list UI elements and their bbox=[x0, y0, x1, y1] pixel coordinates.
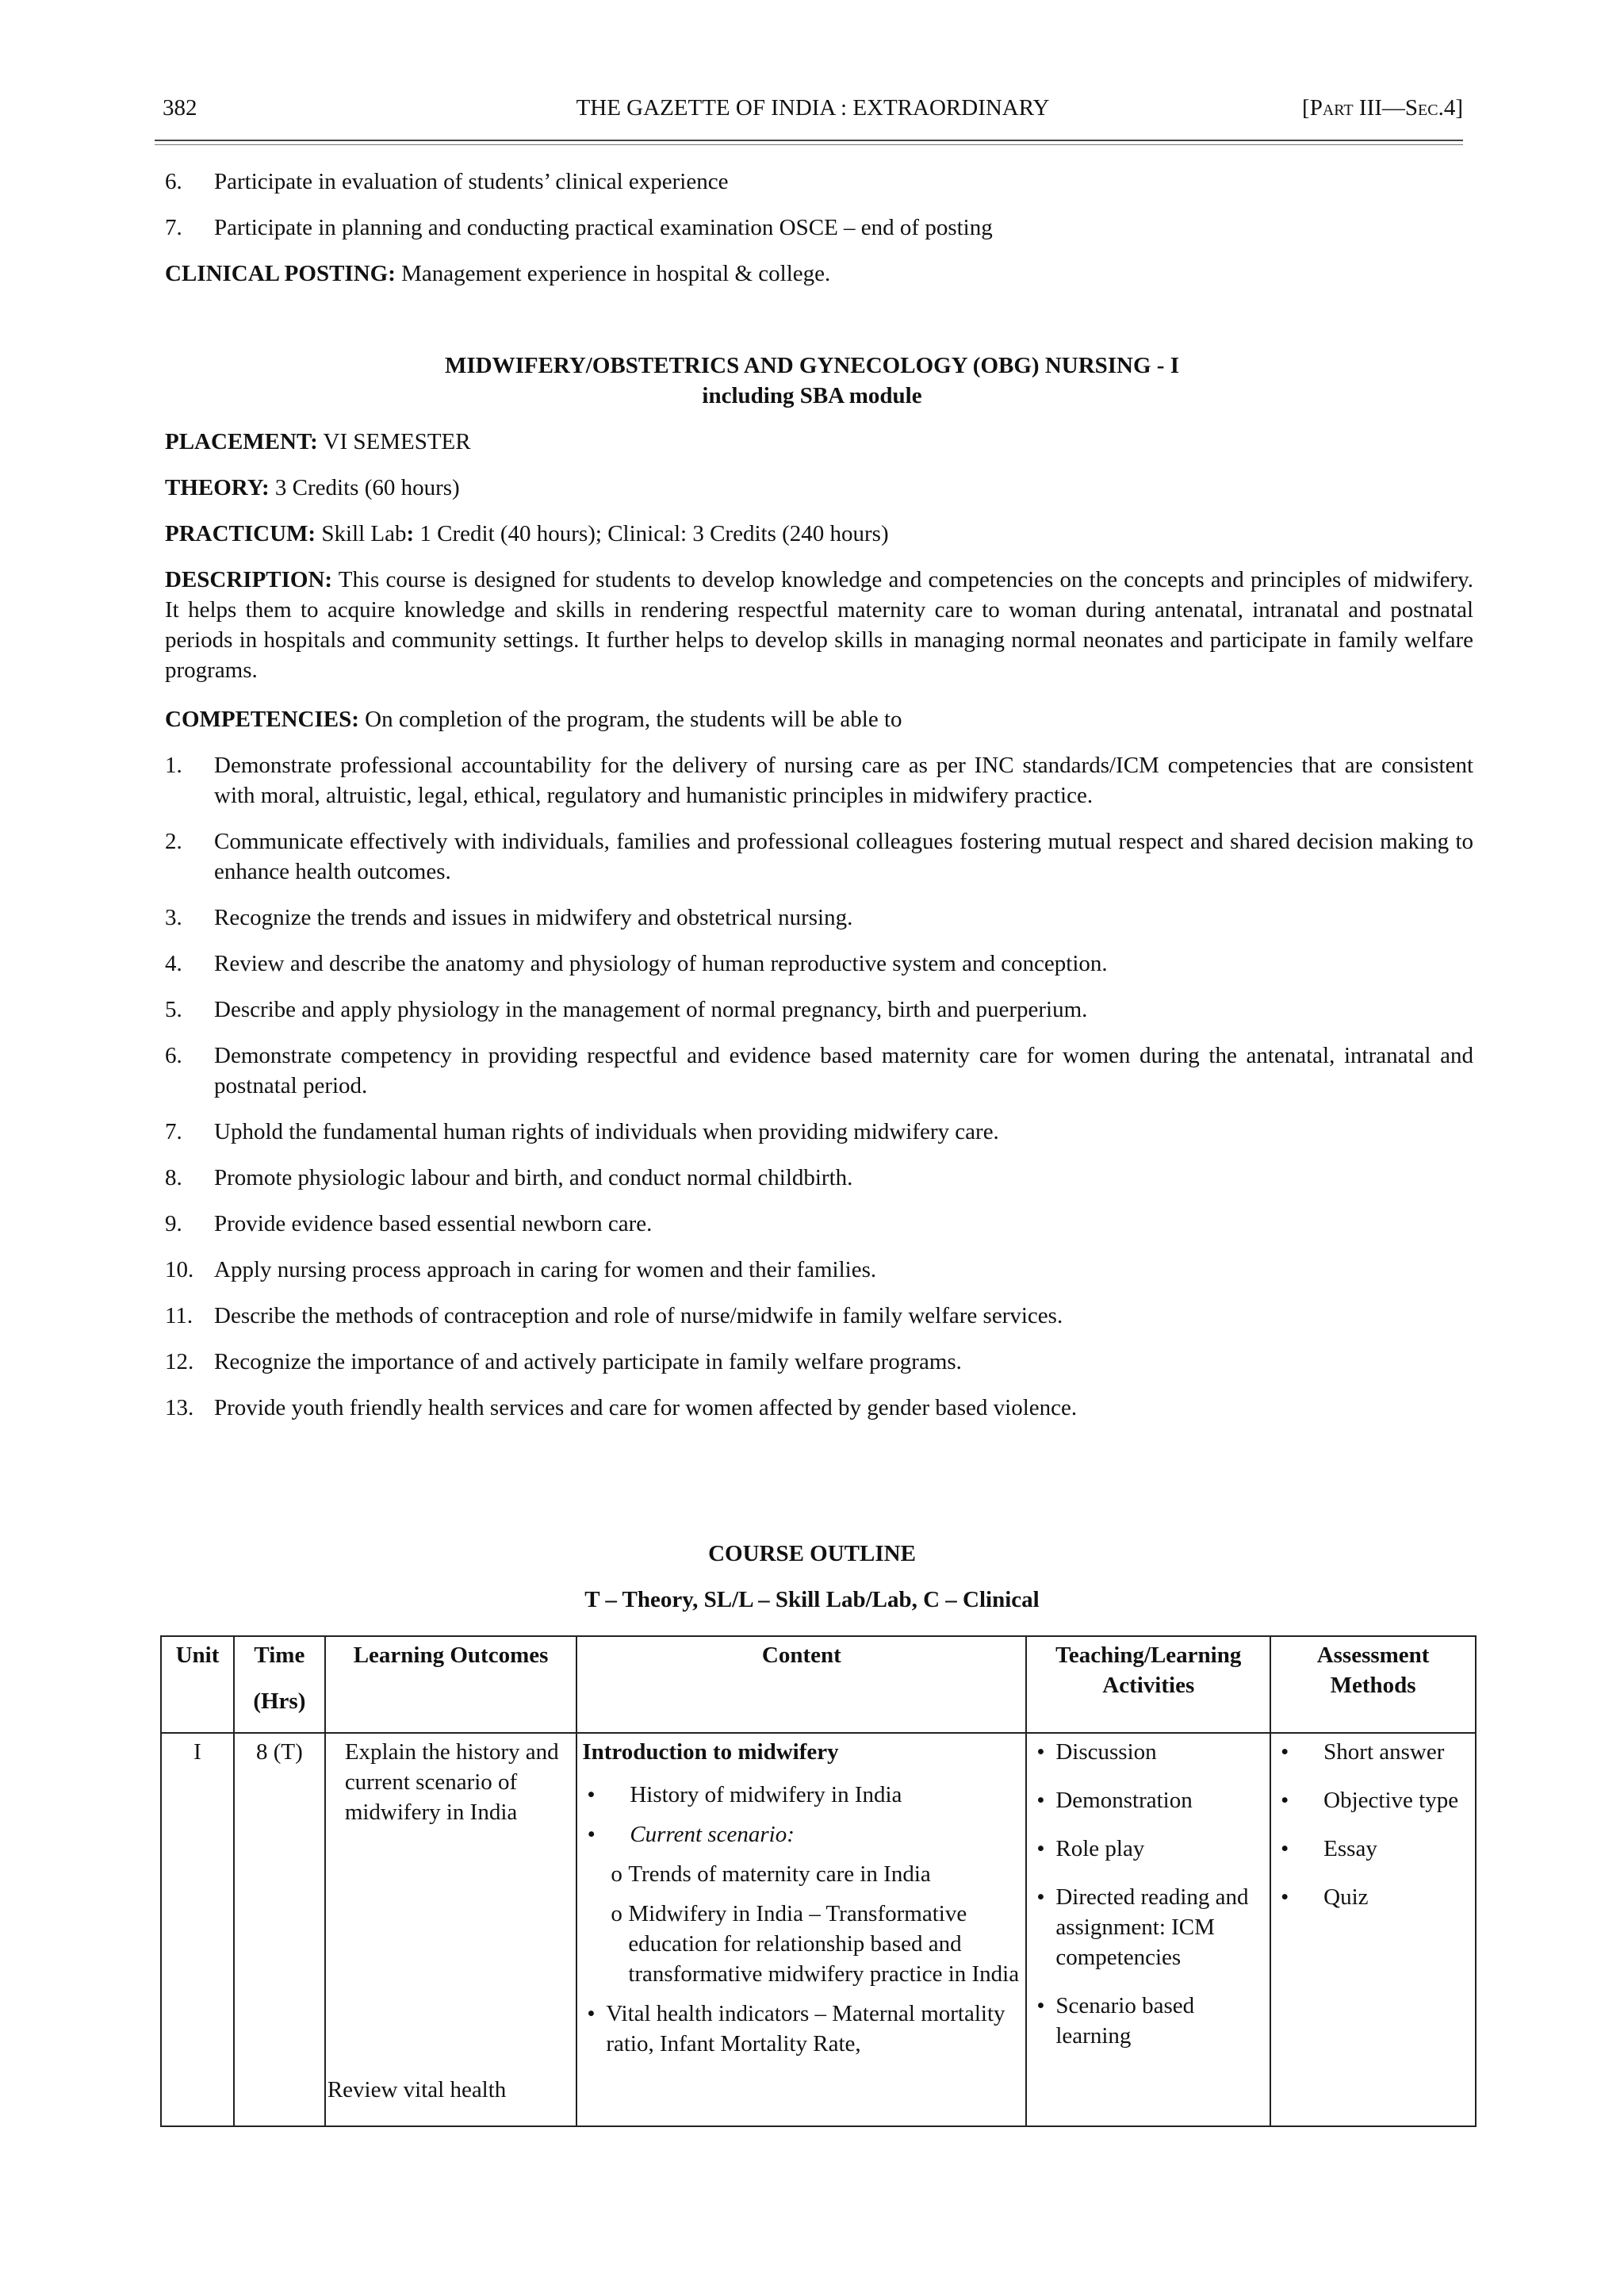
competency-text: Uphold the fundamental human rights of individuals when providing midwifery care. bbox=[214, 1119, 999, 1144]
page-header bbox=[163, 95, 1463, 136]
learning-outcome: Explain the history and current scenario of midwifery in India bbox=[344, 1739, 559, 1825]
competency-text: Describe the methods of contraception and role of nurse/midwife in family welfare services. bbox=[214, 1303, 1063, 1328]
placement: PLACEMENT: VI SEMESTER bbox=[165, 429, 471, 454]
competency-number: 5. bbox=[165, 997, 182, 1022]
header-content: Content bbox=[576, 1636, 1026, 1733]
header-teaching-activities: Teaching/Learning Activities bbox=[1026, 1636, 1270, 1733]
competencies-intro: COMPETENCIES: On completion of the program, the students will be able to bbox=[165, 707, 902, 732]
learning-outcome: Review vital health bbox=[327, 2077, 507, 2102]
item-text: Participate in planning and conducting practical examination OSCE – end of posting bbox=[214, 215, 993, 240]
competency-number: 11. bbox=[165, 1303, 193, 1328]
item-text: Participate in evaluation of students’ clinical experience bbox=[214, 169, 729, 194]
item-number: 6. bbox=[165, 169, 182, 194]
item-number: 7. bbox=[165, 215, 182, 240]
content-bullet: • Vital health indicators – Maternal mortality ratio, Infant Mortality Rate, bbox=[582, 1999, 1021, 2059]
teaching-activities-cell bbox=[1026, 1733, 1270, 2126]
assessment-item: • Objective type bbox=[1276, 1785, 1470, 1815]
content-bullet: • Current scenario: bbox=[582, 1819, 1021, 1849]
competency-number: 12. bbox=[165, 1349, 194, 1374]
learning-outcomes-cell bbox=[325, 1733, 577, 2126]
competency-text: Promote physiologic labour and birth, and conduct normal childbirth. bbox=[214, 1165, 853, 1190]
practicum: PRACTICUM: Skill Lab: 1 Credit (40 hours); Clinical: 3 Credits (240 hours) bbox=[165, 521, 889, 546]
description: DESCRIPTION: This course is designed for students to develop knowledge and competencies on the concepts and principles of midwifery. It helps them to acquire knowledge and skills in rendering respectful maternity care to woman during antenatal, intranatal and postnatal periods in hospitals and community settings. It further helps to develop skills in managing normal neonates and participate in family welfare programs. bbox=[165, 567, 1473, 683]
competency-number: 10. bbox=[165, 1257, 194, 1282]
competency-text: Demonstrate competency in providing respectful and evidence based maternity care for women during the antenatal, intranatal and postnatal period. bbox=[214, 1043, 1473, 1098]
gazette-title: THE GAZETTE OF INDIA : EXTRAORDINARY bbox=[576, 95, 1050, 121]
competency-number: 2. bbox=[165, 829, 182, 854]
activity-item: • Demonstration bbox=[1032, 1785, 1265, 1815]
competency-text: Review and describe the anatomy and physiology of human reproductive system and conception. bbox=[214, 951, 1108, 976]
competency-text: Communicate effectively with individuals, families and professional colleagues fostering mutual respect and shared decision making to enhance health outcomes. bbox=[214, 829, 1473, 884]
course-outline-table bbox=[160, 1635, 1477, 2127]
table-row bbox=[161, 1733, 1476, 2126]
part-section: [Part III—Sec.4] bbox=[1302, 95, 1463, 121]
assessment-item: • Quiz bbox=[1276, 1882, 1470, 1912]
competency-number: 13. bbox=[165, 1395, 194, 1420]
header-assessment-methods: Assessment Methods bbox=[1270, 1636, 1476, 1733]
competency-text: Provide youth friendly health services and care for women affected by gender based violence. bbox=[214, 1395, 1078, 1420]
table-header-row bbox=[161, 1636, 1476, 1733]
activity-item: • Scenario based learning bbox=[1032, 1991, 1265, 2051]
course-subtitle: including SBA module bbox=[702, 383, 922, 408]
competency-number: 6. bbox=[165, 1043, 182, 1068]
time-cell: 8 (T) bbox=[234, 1733, 325, 2126]
competency-text: Provide evidence based essential newborn care. bbox=[214, 1211, 653, 1236]
header-learning-outcomes: Learning Outcomes bbox=[325, 1636, 577, 1733]
content-sub-bullet: o Trends of maternity care in India bbox=[582, 1859, 1021, 1889]
competency-text: Demonstrate professional accountability for the delivery of nursing care as per INC standards/ICM competencies that are consistent with moral, altruistic, legal, ethical, regulatory and humanistic principles in midwifery practice. bbox=[214, 753, 1473, 808]
competency-number: 9. bbox=[165, 1211, 182, 1236]
competency-text: Describe and apply physiology in the management of normal pregnancy, birth and puerperium. bbox=[214, 997, 1088, 1022]
competency-text: Recognize the importance of and actively participate in family welfare programs. bbox=[214, 1349, 962, 1374]
competency-number: 3. bbox=[165, 905, 182, 930]
content-sub-bullet: o Midwifery in India – Transformative education for relationship based and transformative midwifery practice in India bbox=[582, 1899, 1021, 1989]
clinical-posting: CLINICAL POSTING: Management experience in hospital & college. bbox=[165, 261, 831, 286]
course-outline-legend: T – Theory, SL/L – Skill Lab/Lab, C – Clinical bbox=[584, 1587, 1040, 1612]
content-bullet: • History of midwifery in India bbox=[582, 1780, 1021, 1810]
header-rule-thin bbox=[155, 144, 1463, 145]
assessment-item: • Essay bbox=[1276, 1834, 1470, 1864]
theory: THEORY: 3 Credits (60 hours) bbox=[165, 475, 460, 500]
unit-cell: I bbox=[161, 1733, 234, 2126]
activity-item: • Directed reading and assignment: ICM competencies bbox=[1032, 1882, 1265, 1972]
activity-item: • Discussion bbox=[1032, 1737, 1265, 1767]
assessment-item: • Short answer bbox=[1276, 1737, 1470, 1767]
competency-number: 1. bbox=[165, 753, 182, 778]
competency-number: 4. bbox=[165, 951, 182, 976]
header-time: Time (Hrs) bbox=[234, 1636, 325, 1733]
header-unit: Unit bbox=[161, 1636, 234, 1733]
content-heading: Introduction to midwifery bbox=[582, 1739, 839, 1765]
course-outline-title: COURSE OUTLINE bbox=[708, 1541, 916, 1566]
competency-number: 8. bbox=[165, 1165, 182, 1190]
activity-item: • Role play bbox=[1032, 1834, 1265, 1864]
header-rule bbox=[155, 140, 1463, 141]
page-number: 382 bbox=[163, 95, 197, 121]
competency-number: 7. bbox=[165, 1119, 182, 1144]
content-cell bbox=[576, 1733, 1026, 2126]
course-title: MIDWIFERY/OBSTETRICS AND GYNECOLOGY (OBG) NURSING - I bbox=[444, 353, 1180, 378]
assessment-methods-cell bbox=[1270, 1733, 1476, 2126]
competency-text: Recognize the trends and issues in midwifery and obstetrical nursing. bbox=[214, 905, 853, 930]
competency-text: Apply nursing process approach in caring for women and their families. bbox=[214, 1257, 877, 1282]
